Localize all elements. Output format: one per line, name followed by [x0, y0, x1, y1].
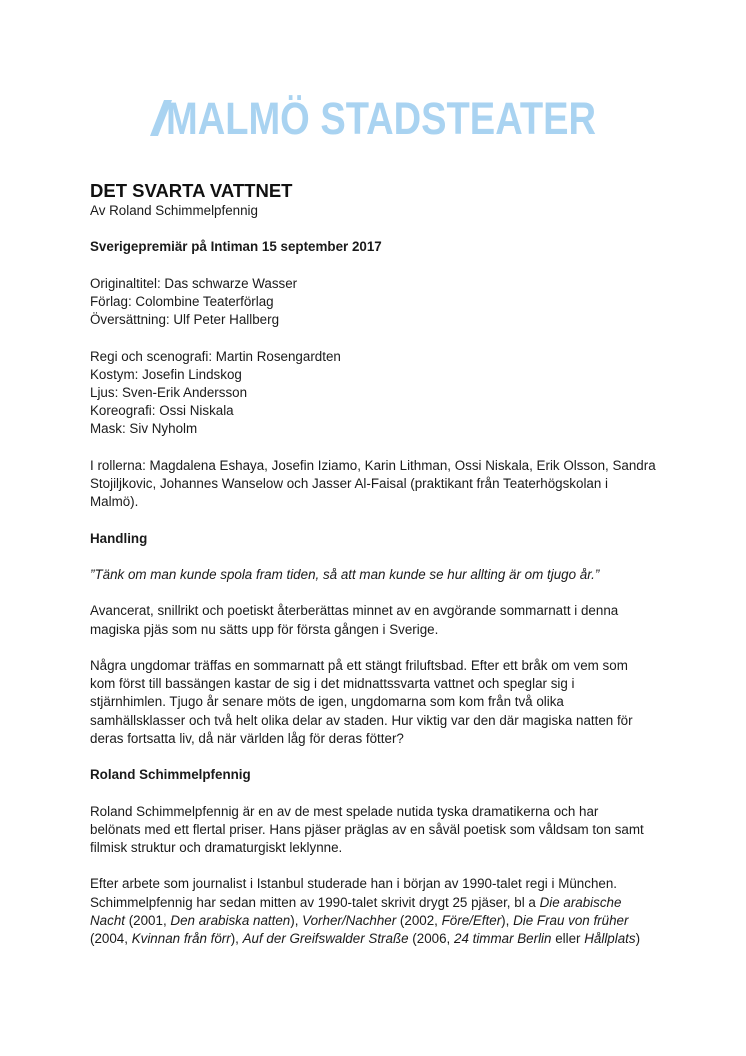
text-line — [90, 894, 670, 912]
author-paragraph-1 — [90, 803, 670, 858]
text-line: stjärnhimlen. Tjugo år senare möts de igen, ungdomarna som kom från två olika — [90, 694, 564, 710]
text-run: ), — [230, 930, 243, 946]
premiere-line: Sverigepremiär på Intiman 15 september 2017 — [90, 239, 382, 255]
work-title: Kvinnan från förr — [131, 930, 231, 946]
text-line: magiska pjäs som nu sätts upp för första gången i Sverige. — [90, 621, 439, 637]
cast-paragraph — [90, 457, 670, 512]
cast-line: I rollerna: Magdalena Eshaya, Josefin Iziamo, Karin Lithman, Ossi Niskala, Erik Olsson, Sandra — [90, 457, 656, 473]
press-release-body — [90, 180, 670, 948]
text-line: filmisk struktur och dramaturgiskt leklynne. — [90, 839, 343, 855]
text-line: belönats med ett flertal priser. Hans pjäser präglas av en såväl poetisk som våldsam ton samt — [90, 821, 644, 837]
work-title: Nacht — [90, 912, 125, 928]
text-line: kom först till bassängen kastar de sig i det midnattssvarta vattnet och speglar sig i — [90, 676, 575, 692]
text-line: samhällsklasser och två helt olika delar av staden. Hur viktig var den där magiska natten för — [90, 712, 633, 728]
fact-publisher: Förlag: Colombine Teaterförlag — [90, 293, 274, 309]
text-line: Några ungdomar träffas en sommarnatt på ett stängt friluftsbad. Efter ett bråk om vem som — [90, 657, 628, 673]
work-title: Den arabiska natten — [170, 912, 291, 928]
text-line: Avancerat, snillrikt och poetiskt återberättas minnet av en avgörande sommarnatt i denna — [90, 603, 619, 619]
work-title: Före/Efter — [441, 912, 502, 928]
text-run: (2006, — [408, 930, 454, 946]
author-line: Av Roland Schimmelpfennig — [90, 203, 258, 218]
cast-line: Stojiljkovic, Johannes Wanselow och Jasser Al-Faisal (praktikant från Teaterhögskolan i — [90, 475, 609, 491]
text-run: (2004, — [90, 930, 132, 946]
malmo-stadsteater-logo — [150, 92, 600, 144]
text-run: ) — [635, 930, 641, 946]
text-run: Schimmelpfennig har sedan mitten av 1990-talet skrivit drygt 25 pjäser, bl a — [90, 894, 540, 910]
credit-lighting: Ljus: Sven-Erik Andersson — [90, 384, 248, 400]
author-heading: Roland Schimmelpfennig — [90, 767, 251, 783]
fact-original-title: Originaltitel: Das schwarze Wasser — [90, 275, 298, 291]
text-run: (2002, — [396, 912, 442, 928]
work-title: Auf der Greifswalder Straße — [242, 930, 409, 946]
work-title: Die Frau von früher — [513, 912, 629, 928]
text-run: (2001, — [124, 912, 171, 928]
text-run: ), — [290, 912, 303, 928]
text-run: eller — [551, 930, 585, 946]
text-line: Roland Schimmelpfennig är en av de mest spelade nutida tyska dramatikerna och har — [90, 803, 599, 819]
credit-choreography: Koreografi: Ossi Niskala — [90, 403, 234, 419]
text-line: deras fortsatta liv, då när världen låg för deras fötter? — [90, 730, 404, 746]
cast-line: Malmö). — [90, 494, 139, 510]
author-paragraph-2 — [90, 875, 670, 948]
credit-makeup: Mask: Siv Nyholm — [90, 421, 198, 437]
credit-direction: Regi och scenografi: Martin Rosengardten — [90, 348, 341, 364]
credit-costume: Kostym: Josefin Lindskog — [90, 366, 242, 382]
plot-quote: ”Tänk om man kunde spola fram tiden, så att man kunde se hur allting är om tjugo år.” — [90, 566, 600, 582]
credits-block — [90, 348, 670, 439]
plot-heading: Handling — [90, 530, 148, 546]
fact-translation: Översättning: Ulf Peter Hallberg — [90, 312, 280, 328]
text-line — [90, 930, 670, 948]
work-title: Die arabische — [539, 894, 622, 910]
text-line: Efter arbete som journalist i Istanbul studerade han i början av 1990-talet regi i München. — [90, 876, 618, 892]
plot-paragraph-2 — [90, 657, 670, 748]
play-title: DET SVARTA VATTNET — [90, 180, 293, 201]
work-title: Hållplats — [584, 930, 636, 946]
work-title: 24 timmar Berlin — [454, 930, 552, 946]
facts-block — [90, 275, 670, 330]
logo-text: MALMÖ STADSTEATER — [166, 93, 596, 144]
work-title: Vorher/Nachher — [302, 912, 397, 928]
plot-paragraph-1 — [90, 602, 670, 638]
text-line — [90, 912, 670, 930]
text-run: ), — [501, 912, 514, 928]
